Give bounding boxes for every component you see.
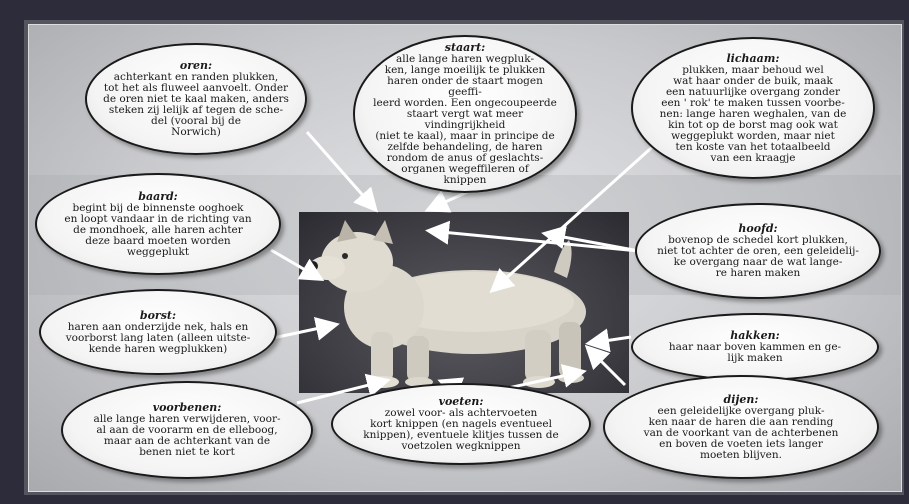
document-card [28,24,902,492]
bubble-voeten [331,383,591,465]
bubble-baard-text: begint bij de binnenste ooghoek en loopt vandaar in de richting van de mondhoek, alle haren achter deze baard moeten worden weggeplukt [64,201,252,258]
bubble-oren-title: oren: [179,59,213,72]
bubble-hoofd-text: bovenop de schedel kort plukken, niet tot achter de oren, een geleidelij- ke overgang naar de wat lange- re haren maken [657,234,859,279]
arrow-baard [271,250,319,278]
bubble-voorbenen-title: voorbenen: [152,401,222,414]
document-frame [24,20,904,495]
bubble-baard-title: baard: [138,189,178,203]
arrow-borst [273,325,334,338]
bubble-hakken-text: haar naar boven kammen en ge- lijk maken [668,341,842,364]
bubble-hoofd-title: hoofd: [738,222,778,235]
bubble-borst-title: borst: [139,308,177,322]
bubble-oren [85,43,307,155]
bubble-voeten-title: voeten: [438,395,484,408]
bubble-lichaam-text: plukken, maar behoud wel wat haar onder de buik, maak een natuurlijke overgang zonder een ' rok' te maken tussen voorbe- nen: lange haren weghalen, van de kin tot op de borst mag ook wat weggeplukt worden, maar niet ten koste van het totaalbeeld van een kraagje [659,63,847,164]
bubble-dijen-title: dijen: [723,392,759,406]
bubble-voeten-text: zowel voor- als achtervoeten kort knippen (en nagels eventueel knippen), eventuele klitjes tussen de voetzolen wegknippen [363,407,559,452]
bubble-borst [39,289,277,375]
bubble-baard [35,173,281,275]
arrow-dijen [589,349,625,385]
bubble-borst-text: haren aan onderzijde nek, hals en voorborst lang laten (alleen uitste- kende haren wegplukken) [65,320,251,355]
arrow-hakken [591,337,631,343]
arrow-hoofd-1 [431,231,639,251]
bubble-hoofd [635,203,881,299]
bubble-dijen [603,375,879,479]
bubble-voorbenen-text: alle lange haren verwijderen, voor- al aan de voorarm en de elleboog, maar aan de achterkant van de benen niet te kort [93,413,281,458]
bubble-lichaam [631,37,875,179]
bubble-voorbenen [61,381,313,479]
bubble-dijen-text: een geleidelijke overgang pluk- ken naar de haren die aan rending van de voorkant van de achterbenen en boven de voeten iets langer moeten blijven. [643,404,839,461]
bubble-staart [353,35,577,193]
bubble-hakken-title: hakken: [730,329,780,342]
bubble-hakken [631,313,879,381]
bubble-staart-title: staart: [444,41,486,54]
bubble-lichaam-title: lichaam: [726,51,780,65]
bubble-staart-text: alle lange haren wegpluk- ken, lange moeilijk te plukken haren onder de staart mogen geeffi- leerd worden. Een ongecoupeerde staart vergt wat meer vindingrijkheid (niet te kaal), maar in principe de zelfde behandeling, de haren rondom de anus of geslachts- organen wegeffileren of knippen [373,53,557,186]
bubble-oren-text: achterkant en randen plukken, tot het als fluweel aanvoelt. Onder de oren niet te kaal maken, anders steken zij lelijk af tegen de sche- del (vooral bij de Norwich) [103,71,289,138]
